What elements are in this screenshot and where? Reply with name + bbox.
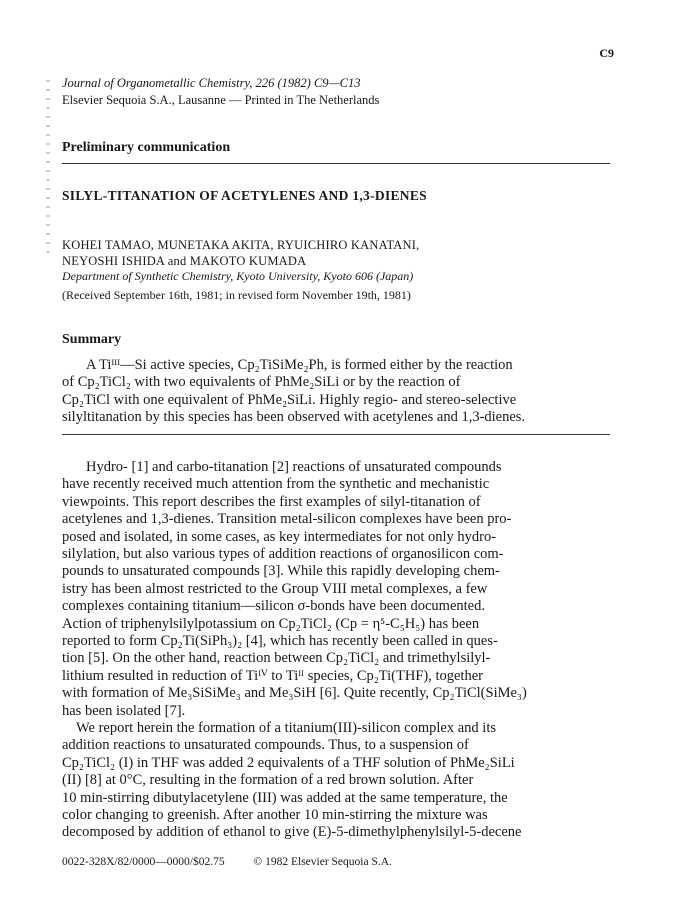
body-line: complexes containing titanium—silicon σ-bonds have been documented. [62,598,485,615]
body-line: acetylenes and 1,3-dienes. Transition metal-silicon complexes have been pro- [62,511,512,528]
header-rule [62,163,610,164]
publisher-line: Elsevier Sequoia S.A., Lausanne — Printed in The Netherlands [62,93,380,107]
body-line: has been isolated [7]. [62,702,186,719]
body-line: posed and isolated, in some cases, as key intermediates for not only hydro- [62,528,497,545]
summary-line: A Tiᴵᴵᴵ—Si active species, Cp₂TiSiMe₂Ph, is formed either by the reaction [86,357,513,373]
copyright-notice: © 1982 Elsevier Sequoia S.A. [253,856,392,868]
body-line: pounds to unsaturated compounds [3]. While this rapidly developing chem- [62,563,500,580]
body-line: (II) [8] at 0°C, resulting in the formation of a red brown solution. After [62,772,474,789]
summary-heading: Summary [62,332,122,347]
body-line: addition reactions to unsaturated compounds. Thus, to a suspension of [62,737,469,754]
body-line: color changing to greenish. After another 10 min-stirring the mixture was [62,807,488,824]
author-list [62,237,419,269]
summary-paragraph [62,357,610,427]
body-line: lithium resulted in reduction of Tiᴵⱽ to Tiᴵᴵ species, Cp₂Ti(THF), together [62,667,483,684]
body-line: silylation, but also various types of addition reactions of organosilicon com- [62,546,504,563]
body-line: viewpoints. This report describes the first examples of silyl-titanation of [62,493,481,510]
author-line: NEYOSHI ISHIDA and MAKOTO KUMADA [62,254,307,268]
body-line: Hydro- [1] and carbo-titanation [2] reactions of unsaturated compounds [86,459,502,475]
body-line: Cp₂TiCl₂ (I) in THF was added 2 equivalents of a THF solution of PhMe₂SiLi [62,754,515,771]
body-paragraph-2 [62,720,610,842]
page-footer [62,856,392,868]
body-line: We report herein the formation of a titanium(III)-silicon complex and its [76,720,496,736]
body-paragraph-1 [62,459,610,720]
body-line: Action of triphenylsilylpotassium on Cp₂TiCl₂ (Cp = η⁵-C₅H₅) has been [62,615,480,632]
body-line: tion [5]. On the other hand, reaction between Cp₂TiCl₂ and trimethylsilyl- [62,650,491,667]
body-line: decomposed by addition of ethanol to give (E)-5-dimethylphenylsilyl-5-decene [62,824,522,841]
summary-rule [62,434,610,435]
affiliation: Department of Synthetic Chemistry, Kyoto University, Kyoto 606 (Japan) [62,269,414,283]
price-code: 0022-328X/82/0000—0000/$02.75 [62,856,225,868]
summary-line: Cp₂TiCl with one equivalent of PhMe₂SiLi. Highly regio- and stereo-selective [62,391,517,408]
section-label: Preliminary communication [62,140,231,155]
article-title: SILYL-TITANATION OF ACETYLENES AND 1,3-DIENES [62,188,427,203]
summary-line: silyltitanation by this species has been observed with acetylenes and 1,3-dienes. [62,409,526,426]
margin-marks [46,80,50,260]
body-line: have recently received much attention from the synthetic and mechanistic [62,476,490,493]
body-line: 10 min-stirring dibutylacetylene (III) was added at the same temperature, the [62,789,508,806]
body-line: with formation of Me₃SiSiMe₃ and Me₃SiH [6]. Quite recently, Cp₂TiCl(SiMe₃) [62,685,527,702]
body-line: reported to form Cp₂Ti(SiPh₃)₂ [4], which has recently been called in ques- [62,633,498,650]
journal-header [62,75,622,109]
summary-line: of Cp₂TiCl₂ with two equivalents of PhMe₂SiLi or by the reaction of [62,374,461,391]
body-line: istry has been almost restricted to the Group VIII metal complexes, a few [62,580,488,597]
page-number: C9 [599,46,614,60]
received-dates: (Received September 16th, 1981; in revised form November 19th, 1981) [62,288,411,302]
author-line: KOHEI TAMAO, MUNETAKA AKITA, RYUICHIRO KANATANI, [62,238,420,252]
journal-citation: Journal of Organometallic Chemistry, 226 (1982) C9—C13 [62,76,361,90]
